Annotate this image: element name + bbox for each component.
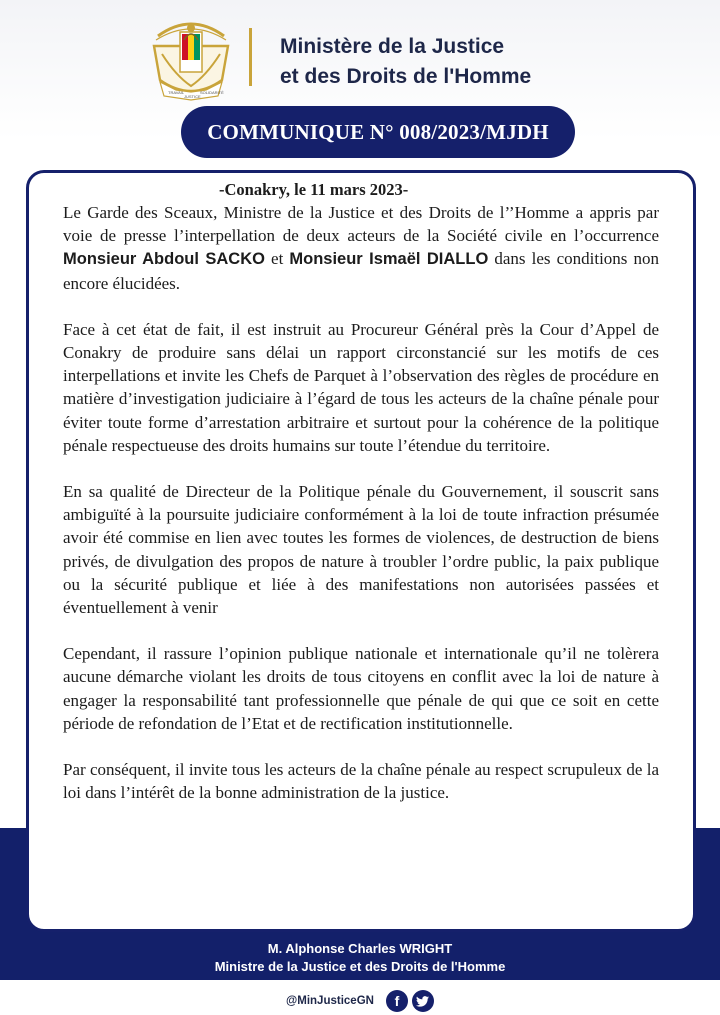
twitter-bird-icon <box>416 996 429 1007</box>
header-divider <box>249 28 252 86</box>
seal-motto-justice: JUSTICE <box>184 94 201 99</box>
paragraph-1 <box>63 201 659 295</box>
signatory-title: Ministre de la Justice et des Droits de l'Homme <box>214 959 506 974</box>
paragraph-3: En sa qualité de Directeur de la Politique pénale du Gouvernement, il souscrit sans ambiguïté à la poursuite judiciaire conformément à la loi de toute infraction présumée avoir été commise en lien avec toutes les formes de violences, de destruction de biens privés, de divulgation des propos de nature à troubler l’ordre public, la paix publique ou la sécurité publique et liée à des manifestations non autorisées passées et éventuellement à venir <box>63 482 659 618</box>
p1-text-b: et <box>264 249 290 269</box>
social-footer <box>0 988 720 1014</box>
facebook-icon[interactable]: f <box>386 990 408 1012</box>
date-line: -Conakry, le 11 mars 2023- <box>219 180 409 199</box>
social-handle[interactable]: @MinJusticeGN <box>286 995 374 1007</box>
paragraph-5: Par conséquent, il invite tous les acteurs de la chaîne pénale au respect scrupuleux de la loi dans l’intérêt de la bonne administration de la justice. <box>63 760 659 803</box>
coat-of-arms-icon <box>146 10 236 102</box>
seal-motto-solidarite: SOLIDARITÉ <box>200 90 224 95</box>
communique-title: COMMUNIQUE N° 008/2023/MJDH <box>181 106 575 158</box>
p1-text-a: Le Garde des Sceaux, Ministre de la Justice et des Droits de l’’Homme a appris par voie de presse l’interpellation de deux acteurs de la Société civile en l’occurrence <box>63 203 659 246</box>
signature-block <box>0 940 720 976</box>
seal-motto-travail: TRAVAIL <box>168 90 185 95</box>
twitter-icon[interactable] <box>412 990 434 1012</box>
signatory-name: M. Alphonse Charles WRIGHT <box>267 941 453 956</box>
person-name-1: Monsieur Abdoul SACKO <box>63 250 265 269</box>
paragraph-2: Face à cet état de fait, il est instruit au Procureur Général près la Cour d’Appel de Conakry de produire sans délai un rapport circonstancié sur les motifs de ces interpellations et invite les Chefs de Parquet à l’observation des règles de procédure en matière d’investigation judiciaire à l’égard de tous les acteurs de la chaîne pénale pour éviter toute forme d’arrestation arbitraire et surtout pour la cohérence de la politique pénale respectueuse des droits humains sur toute l’étendue du territoire. <box>63 319 659 455</box>
ministry-line-1: Ministère de la Justice <box>280 35 505 58</box>
p1-text-c: dans les conditions non encore élucidées. <box>63 249 659 293</box>
communique-body <box>26 170 696 932</box>
person-name-2: Monsieur Ismaël DIALLO <box>289 250 489 269</box>
ministry-line-2: et des Droits de l'Homme <box>280 65 532 88</box>
paragraph-4: Cependant, il rassure l’opinion publique nationale et internationale qu’il ne tolèrera aucune démarche violant les droits de tous citoyens en conflit avec la loi de nature à engager la responsabilité tant professionnelle que pénale de qui que ce soit en cette période de refondation de l’Etat et de rectification institutionnelle. <box>63 644 659 733</box>
ministry-name <box>280 32 531 92</box>
